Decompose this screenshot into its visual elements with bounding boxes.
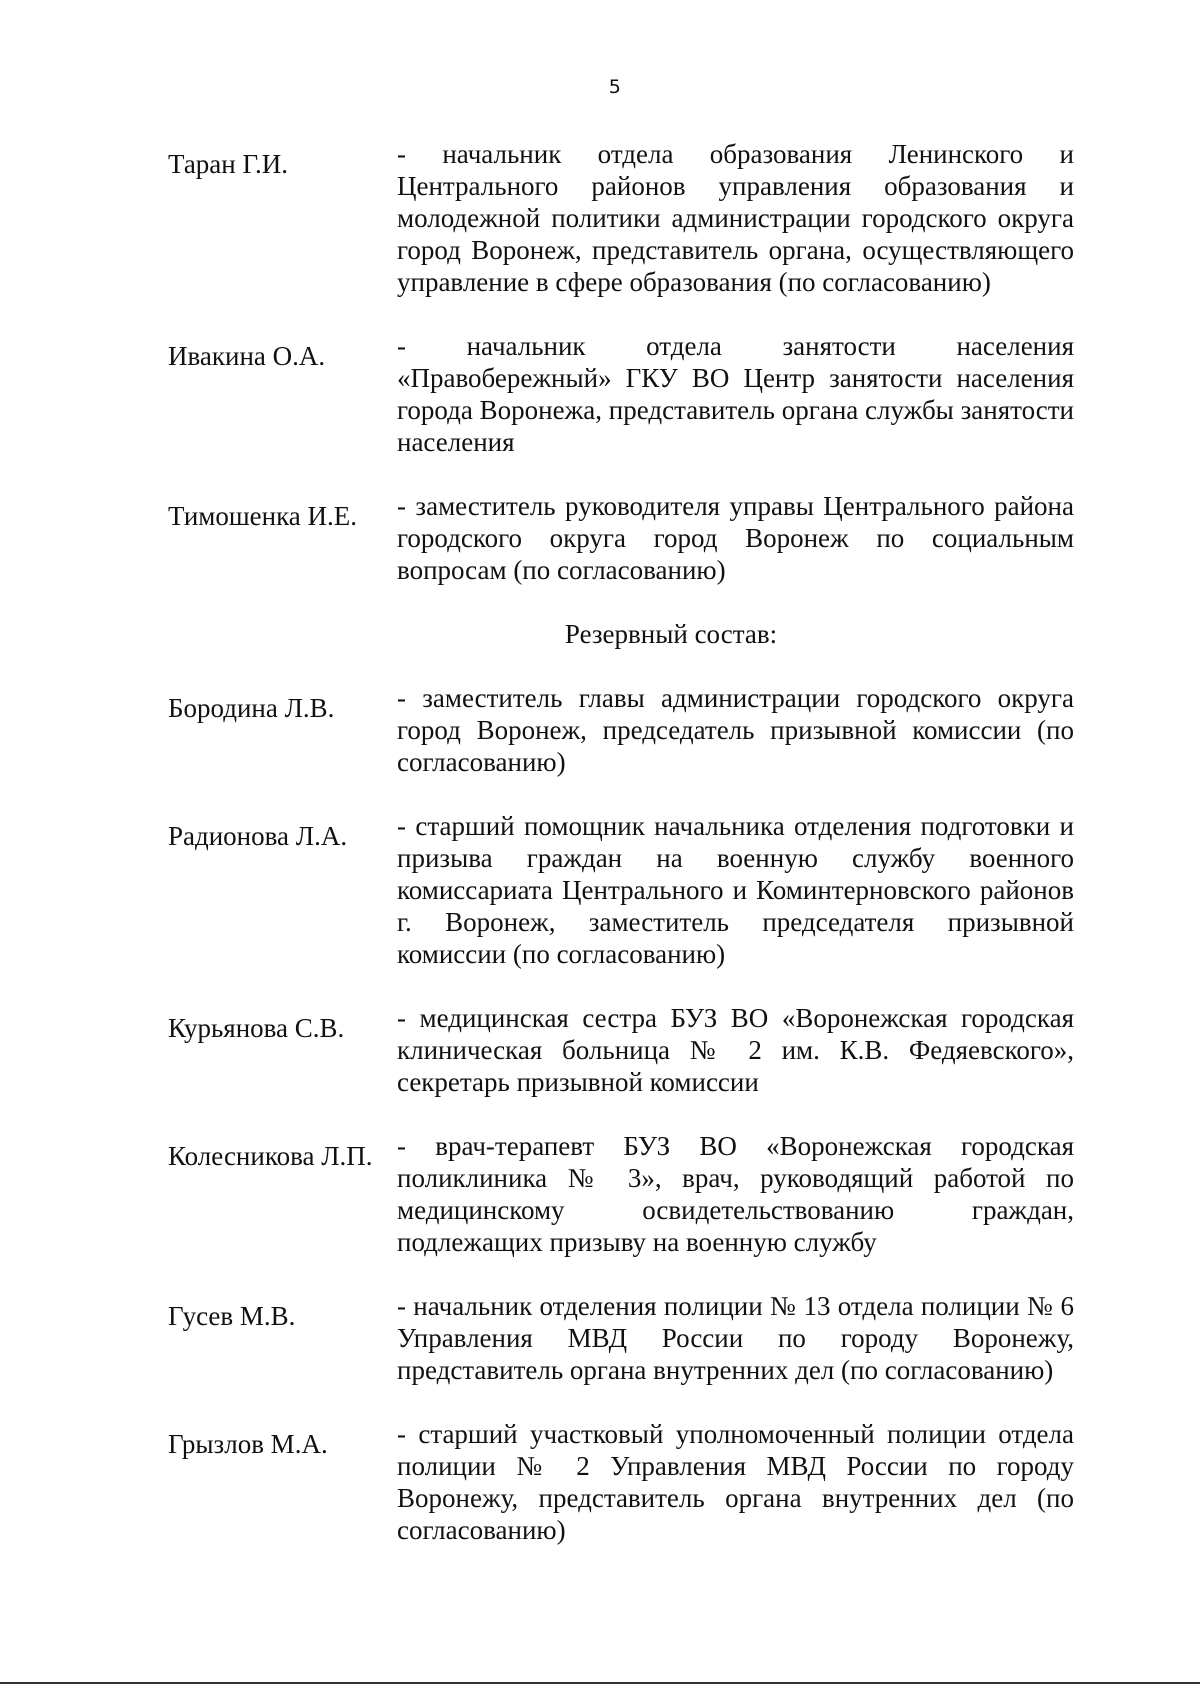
page-bottom-rule xyxy=(0,1682,1200,1684)
member-description: - заместитель руководителя управы Центрального района городского округа город Воронеж по социальным вопросам (по согласованию) xyxy=(397,491,1074,585)
commission-list xyxy=(168,138,1074,1578)
reserve-member-entry xyxy=(168,1002,1074,1098)
member-name: Таран Г.И. xyxy=(168,149,289,179)
reserve-member-entry xyxy=(168,1290,1074,1386)
member-description: - старший помощник начальника отделения подготовки и призыва граждан на военную службу военного комиссариата Центрального и Коминтерновского районов г. Воронеж, заместитель председателя призывной комиссии (по согласованию) xyxy=(397,811,1074,969)
member-description: - врач-терапевт БУЗ ВО «Воронежская городская поликлиника № 3», врач, руководящий работой по медицинскому освидетельствованию граждан, подлежащих призыву на военную службу xyxy=(397,1131,1074,1257)
member-name: Тимошенка И.Е. xyxy=(168,501,358,531)
reserve-member-entry xyxy=(168,810,1074,970)
member-description: - начальник отделения полиции № 13 отдела полиции № 6 Управления МВД России по городу Воронежу, представитель органа внутренних дел (по согласованию) xyxy=(397,1291,1074,1385)
member-description: - старший участковый уполномоченный полиции отдела полиции № 2 Управления МВД России по городу Воронежу, представитель органа внутренних дел (по согласованию) xyxy=(397,1419,1074,1545)
page-number: 5 xyxy=(608,76,622,98)
member-name: Гусев М.В. xyxy=(168,1301,296,1331)
member-name: Бородина Л.В. xyxy=(168,693,335,723)
reserve-member-entry xyxy=(168,682,1074,778)
member-name: Ивакина О.А. xyxy=(168,341,326,371)
member-description: - медицинская сестра БУЗ ВО «Воронежская городская клиническая больница № 2 им. К.В. Федяевского», секретарь призывной комиссии xyxy=(397,1003,1074,1097)
member-name: Радионова Л.А. xyxy=(168,821,348,851)
member-entry xyxy=(168,490,1074,586)
member-name: Грызлов М.А. xyxy=(168,1429,328,1459)
member-description: - начальник отдела занятости населения «Правобережный» ГКУ ВО Центр занятости населения города Воронежа, представитель органа службы занятости населения xyxy=(397,331,1074,457)
member-name: Курьянова С.В. xyxy=(168,1013,345,1043)
reserve-member-entry xyxy=(168,1418,1074,1546)
reserve-heading: Резервный состав: xyxy=(564,619,778,649)
member-description: - начальник отдела образования Ленинского и Центрального районов управления образования и молодежной политики администрации городского округа город Воронеж, представитель органа, осуществляющего управление в сфере образования (по согласованию) xyxy=(397,139,1074,297)
member-entry xyxy=(168,330,1074,458)
reserve-member-entry xyxy=(168,1130,1074,1258)
member-name: Колесникова Л.П. xyxy=(168,1141,373,1171)
member-entry xyxy=(168,138,1074,298)
member-description: - заместитель главы администрации городского округа город Воронеж, председатель призывной комиссии (по согласованию) xyxy=(397,683,1074,777)
